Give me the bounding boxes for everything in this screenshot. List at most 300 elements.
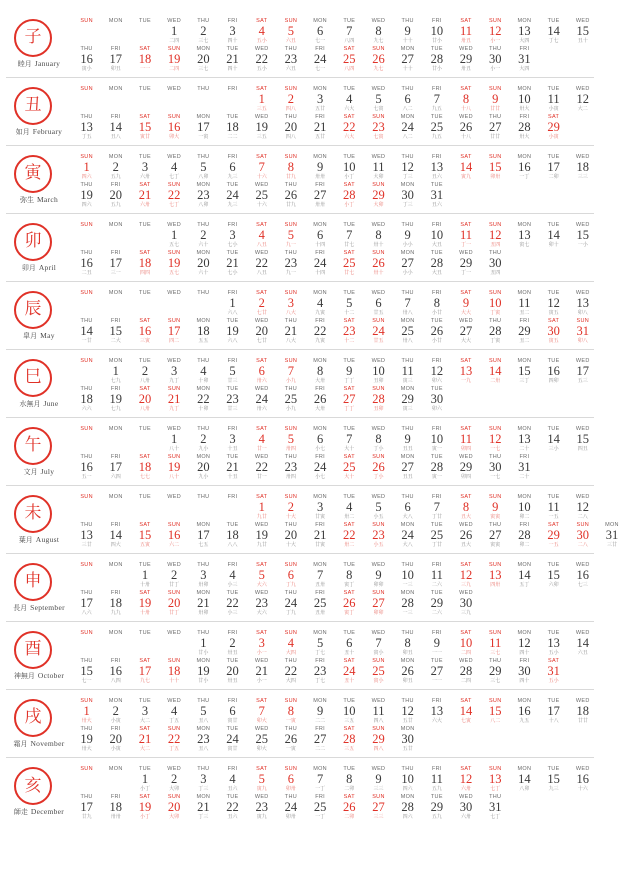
day-cell[interactable] xyxy=(276,521,305,549)
day-cell[interactable] xyxy=(568,221,597,249)
day-cell[interactable] xyxy=(101,521,130,549)
day-cell[interactable] xyxy=(189,153,218,181)
day-cell[interactable] xyxy=(130,153,159,181)
day-cell[interactable] xyxy=(101,589,130,617)
day-cell[interactable] xyxy=(422,493,451,521)
day-cell[interactable] xyxy=(247,589,276,617)
day-cell[interactable] xyxy=(276,493,305,521)
day-cell[interactable] xyxy=(393,697,422,725)
day-cell[interactable] xyxy=(539,357,568,385)
day-cell[interactable] xyxy=(393,521,422,549)
day-cell[interactable] xyxy=(247,725,276,753)
day-cell[interactable] xyxy=(72,113,101,141)
day-cell[interactable] xyxy=(72,317,101,345)
day-cell[interactable] xyxy=(422,249,451,277)
day-cell[interactable] xyxy=(335,629,364,657)
day-cell[interactable] xyxy=(539,697,568,725)
day-cell[interactable] xyxy=(160,45,189,73)
day-cell[interactable] xyxy=(364,45,393,73)
day-cell[interactable] xyxy=(451,17,480,45)
day-cell[interactable] xyxy=(247,317,276,345)
day-cell[interactable] xyxy=(451,697,480,725)
day-cell[interactable] xyxy=(189,765,218,793)
day-cell[interactable] xyxy=(481,221,510,249)
day-cell[interactable] xyxy=(276,765,305,793)
day-cell[interactable] xyxy=(72,385,101,413)
day-cell[interactable] xyxy=(364,725,393,753)
day-cell[interactable] xyxy=(364,493,393,521)
day-cell[interactable] xyxy=(72,153,101,181)
day-cell[interactable] xyxy=(160,317,189,345)
day-cell[interactable] xyxy=(510,453,539,481)
day-cell[interactable] xyxy=(539,561,568,589)
day-cell[interactable] xyxy=(247,453,276,481)
day-cell[interactable] xyxy=(335,113,364,141)
day-cell[interactable] xyxy=(101,357,130,385)
day-cell[interactable] xyxy=(130,113,159,141)
day-cell[interactable] xyxy=(422,629,451,657)
day-cell[interactable] xyxy=(130,357,159,385)
day-cell[interactable] xyxy=(539,153,568,181)
day-cell[interactable] xyxy=(481,85,510,113)
day-cell[interactable] xyxy=(306,657,335,685)
day-cell[interactable] xyxy=(101,317,130,345)
day-cell[interactable] xyxy=(364,765,393,793)
day-cell[interactable] xyxy=(568,357,597,385)
day-cell[interactable] xyxy=(510,521,539,549)
day-cell[interactable] xyxy=(247,521,276,549)
day-cell[interactable] xyxy=(422,317,451,345)
day-cell[interactable] xyxy=(160,425,189,453)
day-cell[interactable] xyxy=(101,45,130,73)
day-cell[interactable] xyxy=(364,697,393,725)
day-cell[interactable] xyxy=(481,425,510,453)
day-cell[interactable] xyxy=(364,385,393,413)
day-cell[interactable] xyxy=(218,657,247,685)
day-cell[interactable] xyxy=(510,221,539,249)
day-cell[interactable] xyxy=(451,589,480,617)
day-cell[interactable] xyxy=(276,425,305,453)
day-cell[interactable] xyxy=(130,453,159,481)
day-cell[interactable] xyxy=(189,629,218,657)
day-cell[interactable] xyxy=(247,17,276,45)
day-cell[interactable] xyxy=(247,221,276,249)
day-cell[interactable] xyxy=(364,85,393,113)
day-cell[interactable] xyxy=(160,561,189,589)
day-cell[interactable] xyxy=(130,657,159,685)
day-cell[interactable] xyxy=(335,725,364,753)
day-cell[interactable] xyxy=(393,589,422,617)
day-cell[interactable] xyxy=(101,697,130,725)
day-cell[interactable] xyxy=(160,357,189,385)
day-cell[interactable] xyxy=(481,17,510,45)
day-cell[interactable] xyxy=(568,765,597,793)
day-cell[interactable] xyxy=(481,357,510,385)
day-cell[interactable] xyxy=(72,725,101,753)
day-cell[interactable] xyxy=(510,113,539,141)
day-cell[interactable] xyxy=(218,765,247,793)
day-cell[interactable] xyxy=(247,385,276,413)
day-cell[interactable] xyxy=(276,453,305,481)
day-cell[interactable] xyxy=(335,289,364,317)
day-cell[interactable] xyxy=(247,425,276,453)
day-cell[interactable] xyxy=(451,317,480,345)
day-cell[interactable] xyxy=(247,181,276,209)
day-cell[interactable] xyxy=(335,17,364,45)
day-cell[interactable] xyxy=(422,357,451,385)
day-cell[interactable] xyxy=(72,181,101,209)
day-cell[interactable] xyxy=(72,697,101,725)
day-cell[interactable] xyxy=(72,521,101,549)
day-cell[interactable] xyxy=(306,17,335,45)
day-cell[interactable] xyxy=(306,289,335,317)
day-cell[interactable] xyxy=(393,113,422,141)
day-cell[interactable] xyxy=(189,521,218,549)
day-cell[interactable] xyxy=(306,453,335,481)
day-cell[interactable] xyxy=(247,113,276,141)
day-cell[interactable] xyxy=(276,629,305,657)
day-cell[interactable] xyxy=(101,181,130,209)
day-cell[interactable] xyxy=(510,561,539,589)
day-cell[interactable] xyxy=(393,85,422,113)
day-cell[interactable] xyxy=(364,17,393,45)
day-cell[interactable] xyxy=(393,221,422,249)
day-cell[interactable] xyxy=(101,249,130,277)
day-cell[interactable] xyxy=(568,425,597,453)
day-cell[interactable] xyxy=(364,153,393,181)
day-cell[interactable] xyxy=(218,589,247,617)
day-cell[interactable] xyxy=(306,725,335,753)
day-cell[interactable] xyxy=(481,657,510,685)
day-cell[interactable] xyxy=(364,657,393,685)
day-cell[interactable] xyxy=(451,765,480,793)
day-cell[interactable] xyxy=(481,793,510,821)
day-cell[interactable] xyxy=(130,589,159,617)
day-cell[interactable] xyxy=(335,385,364,413)
day-cell[interactable] xyxy=(335,357,364,385)
day-cell[interactable] xyxy=(247,493,276,521)
day-cell[interactable] xyxy=(393,153,422,181)
day-cell[interactable] xyxy=(276,249,305,277)
day-cell[interactable] xyxy=(481,45,510,73)
day-cell[interactable] xyxy=(306,153,335,181)
day-cell[interactable] xyxy=(218,317,247,345)
day-cell[interactable] xyxy=(247,561,276,589)
day-cell[interactable] xyxy=(422,793,451,821)
day-cell[interactable] xyxy=(101,385,130,413)
day-cell[interactable] xyxy=(306,765,335,793)
day-cell[interactable] xyxy=(364,589,393,617)
day-cell[interactable] xyxy=(247,765,276,793)
day-cell[interactable] xyxy=(160,181,189,209)
day-cell[interactable] xyxy=(218,561,247,589)
day-cell[interactable] xyxy=(393,629,422,657)
day-cell[interactable] xyxy=(481,493,510,521)
day-cell[interactable] xyxy=(422,153,451,181)
day-cell[interactable] xyxy=(422,765,451,793)
day-cell[interactable] xyxy=(189,317,218,345)
day-cell[interactable] xyxy=(481,249,510,277)
day-cell[interactable] xyxy=(510,317,539,345)
day-cell[interactable] xyxy=(189,17,218,45)
day-cell[interactable] xyxy=(101,113,130,141)
day-cell[interactable] xyxy=(189,357,218,385)
day-cell[interactable] xyxy=(481,629,510,657)
day-cell[interactable] xyxy=(451,249,480,277)
day-cell[interactable] xyxy=(539,657,568,685)
day-cell[interactable] xyxy=(364,289,393,317)
day-cell[interactable] xyxy=(335,181,364,209)
day-cell[interactable] xyxy=(306,521,335,549)
day-cell[interactable] xyxy=(539,629,568,657)
day-cell[interactable] xyxy=(597,521,626,549)
day-cell[interactable] xyxy=(539,493,568,521)
day-cell[interactable] xyxy=(422,289,451,317)
day-cell[interactable] xyxy=(422,17,451,45)
day-cell[interactable] xyxy=(130,249,159,277)
day-cell[interactable] xyxy=(160,793,189,821)
day-cell[interactable] xyxy=(276,793,305,821)
day-cell[interactable] xyxy=(451,357,480,385)
day-cell[interactable] xyxy=(160,697,189,725)
day-cell[interactable] xyxy=(539,765,568,793)
day-cell[interactable] xyxy=(451,153,480,181)
day-cell[interactable] xyxy=(364,425,393,453)
day-cell[interactable] xyxy=(160,153,189,181)
day-cell[interactable] xyxy=(510,765,539,793)
day-cell[interactable] xyxy=(189,181,218,209)
day-cell[interactable] xyxy=(451,289,480,317)
day-cell[interactable] xyxy=(510,629,539,657)
day-cell[interactable] xyxy=(276,561,305,589)
day-cell[interactable] xyxy=(189,425,218,453)
day-cell[interactable] xyxy=(72,249,101,277)
day-cell[interactable] xyxy=(276,697,305,725)
day-cell[interactable] xyxy=(422,425,451,453)
day-cell[interactable] xyxy=(364,453,393,481)
day-cell[interactable] xyxy=(510,357,539,385)
day-cell[interactable] xyxy=(335,697,364,725)
day-cell[interactable] xyxy=(422,45,451,73)
day-cell[interactable] xyxy=(130,181,159,209)
day-cell[interactable] xyxy=(568,153,597,181)
day-cell[interactable] xyxy=(451,561,480,589)
day-cell[interactable] xyxy=(335,561,364,589)
day-cell[interactable] xyxy=(364,793,393,821)
day-cell[interactable] xyxy=(539,113,568,141)
day-cell[interactable] xyxy=(130,521,159,549)
day-cell[interactable] xyxy=(568,697,597,725)
day-cell[interactable] xyxy=(364,521,393,549)
day-cell[interactable] xyxy=(510,45,539,73)
day-cell[interactable] xyxy=(335,765,364,793)
day-cell[interactable] xyxy=(218,249,247,277)
day-cell[interactable] xyxy=(568,17,597,45)
day-cell[interactable] xyxy=(276,221,305,249)
day-cell[interactable] xyxy=(160,765,189,793)
day-cell[interactable] xyxy=(130,561,159,589)
day-cell[interactable] xyxy=(364,357,393,385)
day-cell[interactable] xyxy=(276,17,305,45)
day-cell[interactable] xyxy=(189,589,218,617)
day-cell[interactable] xyxy=(364,629,393,657)
day-cell[interactable] xyxy=(335,85,364,113)
day-cell[interactable] xyxy=(276,45,305,73)
day-cell[interactable] xyxy=(276,153,305,181)
day-cell[interactable] xyxy=(481,697,510,725)
day-cell[interactable] xyxy=(247,249,276,277)
day-cell[interactable] xyxy=(160,385,189,413)
day-cell[interactable] xyxy=(422,521,451,549)
day-cell[interactable] xyxy=(481,153,510,181)
day-cell[interactable] xyxy=(218,45,247,73)
day-cell[interactable] xyxy=(393,357,422,385)
day-cell[interactable] xyxy=(101,453,130,481)
day-cell[interactable] xyxy=(160,453,189,481)
day-cell[interactable] xyxy=(306,249,335,277)
day-cell[interactable] xyxy=(130,697,159,725)
day-cell[interactable] xyxy=(72,589,101,617)
day-cell[interactable] xyxy=(481,113,510,141)
day-cell[interactable] xyxy=(364,221,393,249)
day-cell[interactable] xyxy=(218,153,247,181)
day-cell[interactable] xyxy=(364,317,393,345)
day-cell[interactable] xyxy=(451,521,480,549)
day-cell[interactable] xyxy=(393,181,422,209)
day-cell[interactable] xyxy=(393,385,422,413)
day-cell[interactable] xyxy=(276,113,305,141)
day-cell[interactable] xyxy=(539,17,568,45)
day-cell[interactable] xyxy=(422,657,451,685)
day-cell[interactable] xyxy=(481,765,510,793)
day-cell[interactable] xyxy=(306,357,335,385)
day-cell[interactable] xyxy=(130,765,159,793)
day-cell[interactable] xyxy=(101,793,130,821)
day-cell[interactable] xyxy=(422,561,451,589)
day-cell[interactable] xyxy=(306,561,335,589)
day-cell[interactable] xyxy=(481,521,510,549)
day-cell[interactable] xyxy=(276,181,305,209)
day-cell[interactable] xyxy=(276,317,305,345)
day-cell[interactable] xyxy=(510,153,539,181)
day-cell[interactable] xyxy=(306,589,335,617)
day-cell[interactable] xyxy=(451,425,480,453)
day-cell[interactable] xyxy=(451,221,480,249)
day-cell[interactable] xyxy=(247,793,276,821)
day-cell[interactable] xyxy=(306,317,335,345)
day-cell[interactable] xyxy=(306,425,335,453)
day-cell[interactable] xyxy=(189,697,218,725)
day-cell[interactable] xyxy=(189,249,218,277)
day-cell[interactable] xyxy=(160,113,189,141)
day-cell[interactable] xyxy=(247,697,276,725)
day-cell[interactable] xyxy=(422,85,451,113)
day-cell[interactable] xyxy=(510,657,539,685)
day-cell[interactable] xyxy=(218,181,247,209)
day-cell[interactable] xyxy=(160,657,189,685)
day-cell[interactable] xyxy=(451,793,480,821)
day-cell[interactable] xyxy=(510,289,539,317)
day-cell[interactable] xyxy=(393,425,422,453)
day-cell[interactable] xyxy=(335,425,364,453)
day-cell[interactable] xyxy=(306,221,335,249)
day-cell[interactable] xyxy=(247,289,276,317)
day-cell[interactable] xyxy=(189,657,218,685)
day-cell[interactable] xyxy=(451,85,480,113)
day-cell[interactable] xyxy=(393,793,422,821)
day-cell[interactable] xyxy=(218,725,247,753)
day-cell[interactable] xyxy=(422,453,451,481)
day-cell[interactable] xyxy=(393,249,422,277)
day-cell[interactable] xyxy=(393,453,422,481)
day-cell[interactable] xyxy=(160,725,189,753)
day-cell[interactable] xyxy=(306,629,335,657)
day-cell[interactable] xyxy=(247,657,276,685)
day-cell[interactable] xyxy=(335,45,364,73)
day-cell[interactable] xyxy=(335,589,364,617)
day-cell[interactable] xyxy=(189,113,218,141)
day-cell[interactable] xyxy=(335,153,364,181)
day-cell[interactable] xyxy=(481,453,510,481)
day-cell[interactable] xyxy=(451,629,480,657)
day-cell[interactable] xyxy=(481,317,510,345)
day-cell[interactable] xyxy=(276,725,305,753)
day-cell[interactable] xyxy=(510,493,539,521)
day-cell[interactable] xyxy=(247,85,276,113)
day-cell[interactable] xyxy=(218,697,247,725)
day-cell[interactable] xyxy=(422,697,451,725)
day-cell[interactable] xyxy=(218,17,247,45)
day-cell[interactable] xyxy=(218,289,247,317)
day-cell[interactable] xyxy=(101,725,130,753)
day-cell[interactable] xyxy=(451,45,480,73)
day-cell[interactable] xyxy=(539,317,568,345)
day-cell[interactable] xyxy=(393,561,422,589)
day-cell[interactable] xyxy=(393,317,422,345)
day-cell[interactable] xyxy=(393,657,422,685)
day-cell[interactable] xyxy=(306,181,335,209)
day-cell[interactable] xyxy=(72,45,101,73)
day-cell[interactable] xyxy=(189,793,218,821)
day-cell[interactable] xyxy=(160,589,189,617)
day-cell[interactable] xyxy=(247,357,276,385)
day-cell[interactable] xyxy=(539,521,568,549)
day-cell[interactable] xyxy=(510,17,539,45)
day-cell[interactable] xyxy=(276,385,305,413)
day-cell[interactable] xyxy=(510,425,539,453)
day-cell[interactable] xyxy=(568,317,597,345)
day-cell[interactable] xyxy=(481,289,510,317)
day-cell[interactable] xyxy=(393,45,422,73)
day-cell[interactable] xyxy=(160,17,189,45)
day-cell[interactable] xyxy=(510,85,539,113)
day-cell[interactable] xyxy=(218,113,247,141)
day-cell[interactable] xyxy=(422,113,451,141)
day-cell[interactable] xyxy=(276,289,305,317)
day-cell[interactable] xyxy=(189,453,218,481)
day-cell[interactable] xyxy=(247,45,276,73)
day-cell[interactable] xyxy=(72,793,101,821)
day-cell[interactable] xyxy=(306,113,335,141)
day-cell[interactable] xyxy=(451,493,480,521)
day-cell[interactable] xyxy=(364,249,393,277)
day-cell[interactable] xyxy=(422,181,451,209)
day-cell[interactable] xyxy=(422,385,451,413)
day-cell[interactable] xyxy=(218,425,247,453)
day-cell[interactable] xyxy=(364,561,393,589)
day-cell[interactable] xyxy=(130,45,159,73)
day-cell[interactable] xyxy=(189,725,218,753)
